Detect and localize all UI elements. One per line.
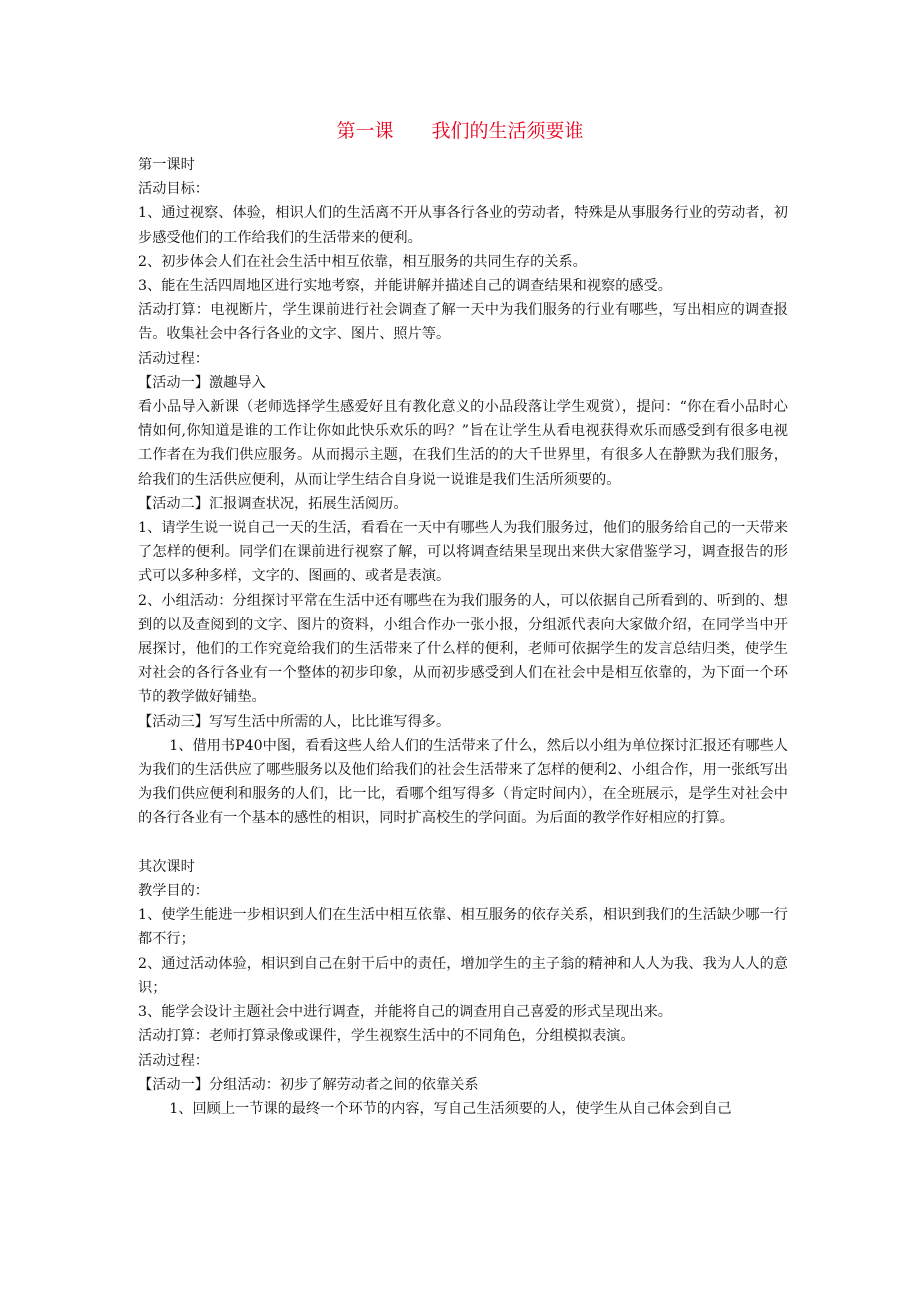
activity-one-text: 看小品导入新课（老师选择学生感爱好且有教化意义的小品段落让学生观赏），提问：“你在看小品时心情如何,你知道是谁的工作让你如此快乐欢乐的吗？”旨在让学生从看电视获得欢乐而感受到有很多电视工作者在为我们供应服务。从而揭示主题，在我们生活的的大千世界里，有很多人在静默为我们服务，给我们的生活供应便利，从而让学生结合自身说一说谁是我们生活所须要的。	[138, 399, 788, 488]
goal-item-2: 2、初步体会人们在社会生活中相互依靠，相互服务的共同生存的关系。	[138, 253, 587, 270]
goal-item-1: 1、通过视察、体验，相识人们的生活离不开从事各行各业的劳动者，特殊是从事服务行业的劳动者，初步感受他们的工作给我们的生活带来的便利。	[138, 205, 788, 246]
lesson-two-preparation: 活动打算：老师打算录像或课件，学生视察生活中的不同角色，分组模拟表演。	[138, 1028, 635, 1045]
goal-item-3: 3、能在生活四周地区进行实地考察，并能讲解并描述自己的调查结果和视察的感受。	[138, 278, 672, 295]
activity-two-item-1: 1、请学生说一说自己一天的生活，看看在一天中有哪些人为我们服务过，他们的服务给自己的一天带来了怎样的便利。同学们在课前进行视察了解，可以将调查结果呈现出来供大家借鉴学习，调查报告的形式可以多种多样，文字的、图画的、或者是表演。	[138, 520, 788, 585]
lesson-two-heading: 其次课时	[138, 858, 195, 875]
activity-preparation: 活动打算：电视断片，学生课前进行社会调查了解一天中为我们服务的行业有哪些，写出相应的调查报告。收集社会中各行各业的文字、图片、照片等。	[138, 302, 788, 343]
activity-one-heading: 【活动一】激趣导入	[138, 374, 266, 391]
document-body	[138, 153, 788, 1121]
activity-process-label: 活动过程：	[138, 350, 209, 367]
teaching-goal-3: 3、能学会设计主题社会中进行调查，并能将自己的调查用自己喜爱的形式呈现出来。	[138, 1004, 672, 1021]
activity-two-heading: 【活动二】汇报调查状况，拓展生活阅历。	[138, 495, 408, 512]
activity-three-heading: 【活动三】写写生活中所需的人，比比谁写得多。	[138, 713, 451, 730]
teaching-goal-1: 1、使学生能进一步相识到人们在生活中相互依靠、相互服务的依存关系，相识到我们的生活缺少哪一行都不行；	[138, 907, 788, 948]
lesson-two-process-label: 活动过程：	[138, 1052, 209, 1069]
activity-three-item-1: 1、借用书P40中图，看看这些人给人们的生活带来了什么，然后以小组为单位探讨汇报还有哪些人为我们的生活供应了哪些服务以及他们给我们的社会生活带来了怎样的便利2、小组合作，用一张纸写出为我们供应便利和服务的人们，比一比，看哪个组写得多（肯定时间内），在全班展示，是学生对社会中的各行各业有一个基本的感性的相识，同时扩高校生的学问面。为后面的教学作好相应的打算。	[138, 737, 788, 827]
activity-two-item-2: 2、小组活动：分组探讨平常在生活中还有哪些在为我们服务的人，可以依据自己所看到的、听到的、想到的以及查阅到的文字、图片的资料，小组合作办一张小报，分组派代表向大家做介绍，在同学当中开展探讨，他们的工作究竟给我们的生活带来了什么样的便利，老师可依据学生的发言总结归类，使学生对社会的各行各业有一个整体的初步印象，从而初步感受到人们在社会中是相互依靠的，为下面一个环节的教学做好铺垫。	[138, 592, 788, 706]
teaching-goals-label: 教学目的：	[138, 883, 209, 900]
document-title: 第一课 我们的生活须要谁	[336, 120, 584, 142]
lesson-two-activity-one-heading: 【活动一】分组活动：初步了解劳动者之间的依靠关系	[138, 1076, 479, 1093]
lesson-two-activity-one-item-1: 1、回顾上一节课的最终一个环节的内容，写自己生活须要的人，使学生从自己体会到自己	[169, 1100, 732, 1117]
lesson-one-heading: 第一课时	[138, 157, 195, 173]
teaching-goal-2: 2、通过活动体验，相识到自己在射干后中的责任，增加学生的主子翁的精神和人人为我、我为人人的意识；	[138, 955, 788, 996]
section-gap	[138, 831, 788, 855]
activity-goals-label: 活动目标：	[138, 181, 209, 198]
